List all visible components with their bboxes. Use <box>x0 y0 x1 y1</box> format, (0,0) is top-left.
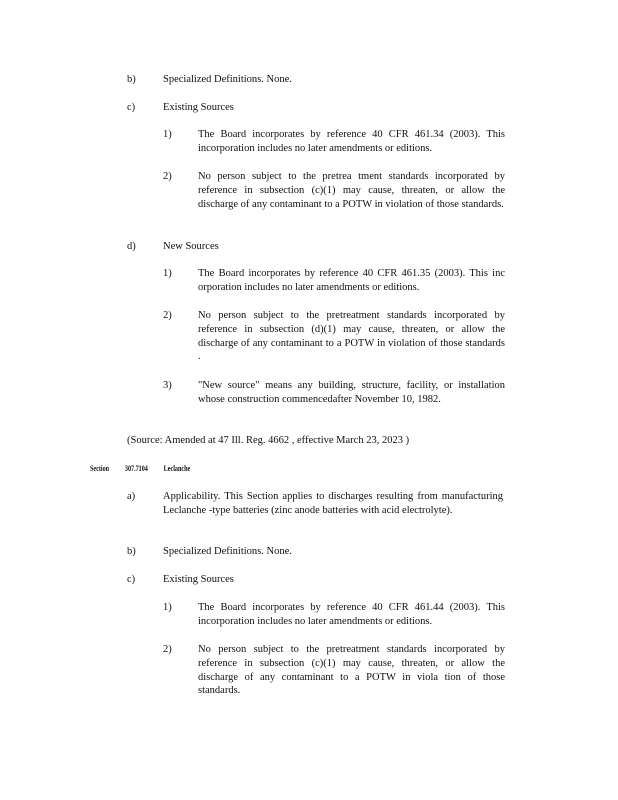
subsection-heading: New Sources <box>163 241 219 252</box>
item-number: 2) <box>163 644 172 655</box>
item-text: The Board incorporates by reference 40 CFR 461.35 (2003). This inc orporation includes no later amendments or editions. <box>198 268 505 293</box>
subsection-text: Applicability. This Section applies to discharges resulting from manufacturing Leclanche -type batteries (zinc anode batteries with acid electrolyte). <box>163 491 503 516</box>
item-text: The Board incorporates by reference 40 CFR 461.34 (2003). This incorporation includes no later amendments or editions. <box>198 129 505 154</box>
subsection-label: b) <box>127 546 136 557</box>
subsection-text: Specialized Definitions. None. <box>163 74 292 85</box>
subsection-text: Specialized Definitions. None. <box>163 546 292 557</box>
item-number: 2) <box>163 310 172 321</box>
subsection-label: d) <box>127 241 136 252</box>
item-text: No person subject to the pretrea tment standards incorporated by reference in subsection (c)(1) may cause, threaten, or allow the discharge of any contaminant to a POTW in violation of those standards. <box>198 171 505 210</box>
section-word: Section <box>90 463 110 473</box>
section-heading <box>90 463 206 473</box>
source-note: (Source: Amended at 47 Ill. Reg. 4662 , effective March 23, 2023 ) <box>127 435 410 446</box>
item-text: No person subject to the pretreatment standards incorporated by reference in subsection (d)(1) may cause, threaten, or allow the discharge of any contaminant to a POTW in violation of those standards . <box>198 310 505 363</box>
subsection-label: b) <box>127 74 136 85</box>
section-title: Leclanche <box>163 463 191 473</box>
item-number: 1) <box>163 129 172 140</box>
item-text: "New source" means any building, structure, facility, or installation whose construction commencedafter November 10, 1982. <box>198 380 505 405</box>
subsection-label: a) <box>127 491 136 502</box>
subsection-label: c) <box>127 102 136 113</box>
item-number: 2) <box>163 171 172 182</box>
item-number: 3) <box>163 380 172 391</box>
item-text: The Board incorporates by reference 40 CFR 461.44 (2003). This incorporation includes no later amendments or editions. <box>198 602 505 627</box>
subsection-label: c) <box>127 574 136 585</box>
section-number: 307.7104 <box>124 463 148 473</box>
subsection-heading: Existing Sources <box>163 574 234 585</box>
subsection-heading: Existing Sources <box>163 102 234 113</box>
item-text: No person subject to the pretreatment standards incorporated by reference in subsection (c)(1) may cause, threaten, or allow the discharge of any contaminant to a POTW in viola tion of those standards. <box>198 644 505 697</box>
item-number: 1) <box>163 602 172 613</box>
item-number: 1) <box>163 268 172 279</box>
